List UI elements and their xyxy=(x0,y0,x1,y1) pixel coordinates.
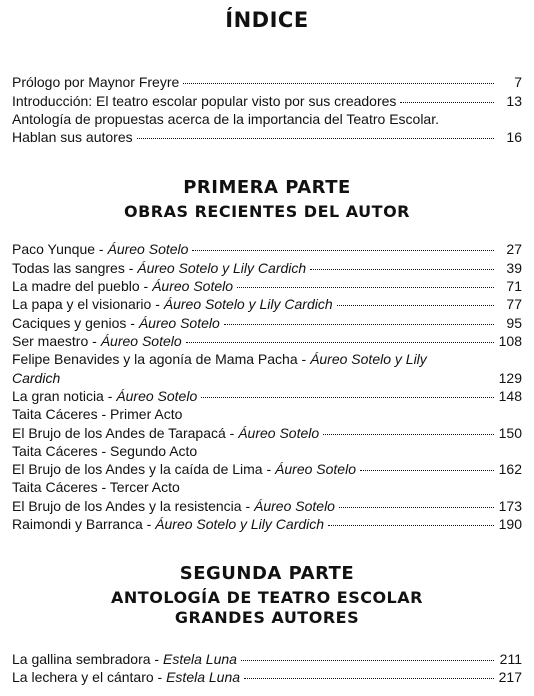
dot-leader xyxy=(328,525,494,526)
toc-entry xyxy=(12,240,522,258)
dot-leader xyxy=(186,342,494,343)
toc-entry xyxy=(12,515,522,533)
dot-leader xyxy=(400,102,494,103)
entry-page: 190 xyxy=(498,516,522,532)
entry-title: La lechera y el cántaro - Estela Luna xyxy=(12,669,241,685)
entry-title: El Brujo de los Andes y la caída de Lima - Áureo Sotelo xyxy=(12,461,356,477)
toc-entry-introduccion xyxy=(12,92,522,110)
dot-leader xyxy=(183,83,494,84)
entry-title: La gran noticia - Áureo Sotelo xyxy=(12,388,198,404)
toc-entry xyxy=(12,277,522,295)
entry-page: 108 xyxy=(498,333,522,349)
entry-title: Ser maestro - Áureo Sotelo xyxy=(12,333,182,349)
dot-leader xyxy=(201,397,494,398)
toc-group-header: Taita Cáceres - Primer Acto xyxy=(12,406,183,422)
part1-subheading: OBRAS RECIENTES DEL AUTOR xyxy=(124,202,410,221)
entry-title: Hablan sus autores xyxy=(12,129,133,145)
toc-entry xyxy=(12,259,522,277)
entry-author: Cardich xyxy=(12,370,61,386)
dot-leader xyxy=(337,305,494,306)
dot-leader xyxy=(192,250,494,251)
entry-title: Paco Yunque - Áureo Sotelo xyxy=(12,241,189,257)
entry-page: 27 xyxy=(506,241,522,257)
entry-title: Todas las sangres - Áureo Sotelo y Lily Cardich xyxy=(12,260,307,276)
toc-entry-felipe-line2 xyxy=(12,369,522,387)
toc-group-header: Taita Cáceres - Segundo Acto xyxy=(12,443,198,459)
toc-entry xyxy=(12,295,522,313)
entry-title: El Brujo de los Andes y la resistencia - Áureo Sotelo xyxy=(12,498,335,514)
toc-entry xyxy=(12,668,522,686)
entry-title: Caciques y genios - Áureo Sotelo xyxy=(12,315,220,331)
entry-page: 16 xyxy=(506,129,522,145)
part2-subheading-2: GRANDES AUTORES xyxy=(174,608,360,627)
entry-title: La gallina sembradora - Estela Luna xyxy=(12,651,237,667)
entry-page: 162 xyxy=(498,461,522,477)
toc-entry xyxy=(12,332,522,350)
entry-title: La madre del pueblo - Áureo Sotelo xyxy=(12,278,234,294)
dot-leader xyxy=(244,678,494,679)
part1-heading: PRIMERA PARTE xyxy=(183,177,351,198)
entry-title: Raimondi y Barranca - Áureo Sotelo y Lily Cardich xyxy=(12,516,325,532)
toc-entry-antologia-line2 xyxy=(12,128,522,146)
entry-page: 211 xyxy=(499,651,522,667)
spacer xyxy=(64,379,494,380)
dot-leader xyxy=(224,324,494,325)
entry-page: 150 xyxy=(498,425,522,441)
entry-page: 129 xyxy=(498,370,522,386)
part2-heading: SEGUNDA PARTE xyxy=(179,563,355,584)
dot-leader xyxy=(237,287,494,288)
entry-page: 77 xyxy=(506,296,522,312)
entry-page: 13 xyxy=(506,93,522,109)
dot-leader xyxy=(360,470,494,471)
entry-page: 95 xyxy=(506,315,522,331)
dot-leader xyxy=(323,434,494,435)
entry-page: 217 xyxy=(498,669,522,685)
entry-page: 39 xyxy=(506,260,522,276)
toc-entry xyxy=(12,650,522,668)
entry-title: Prólogo por Maynor Freyre xyxy=(12,74,180,90)
entry-page: 71 xyxy=(506,278,522,294)
dot-leader xyxy=(310,269,494,270)
entry-title: La papa y el visionario - Áureo Sotelo y Lily Cardich xyxy=(12,296,333,312)
entry-page: 148 xyxy=(498,388,522,404)
toc-entry-felipe-line1: Felipe Benavides y la agonía de Mama Pacha - Áureo Sotelo y Lily xyxy=(12,351,427,367)
entry-page: 173 xyxy=(498,498,522,514)
entry-title: Introducción: El teatro escolar popular visto por sus creadores xyxy=(12,93,397,109)
index-title: ÍNDICE xyxy=(225,8,309,32)
entry-title: El Brujo de los Andes de Tarapacá - Áureo Sotelo xyxy=(12,425,320,441)
toc-entry-antologia-line1: Antología de propuestas acerca de la importancia del Teatro Escolar. xyxy=(12,111,439,127)
dot-leader xyxy=(241,660,494,661)
toc-entry-prologo xyxy=(12,73,522,91)
toc-entry xyxy=(12,424,522,442)
toc-entry xyxy=(12,497,522,515)
toc-entry xyxy=(12,460,522,478)
entry-page: 7 xyxy=(514,74,522,90)
toc-group-header: Taita Cáceres - Tercer Acto xyxy=(12,479,180,495)
toc-entry xyxy=(12,387,522,405)
part2-subheading-1: ANTOLOGÍA DE TEATRO ESCOLAR xyxy=(111,588,423,607)
dot-leader xyxy=(137,138,494,139)
dot-leader xyxy=(339,507,494,508)
toc-entry xyxy=(12,314,522,332)
